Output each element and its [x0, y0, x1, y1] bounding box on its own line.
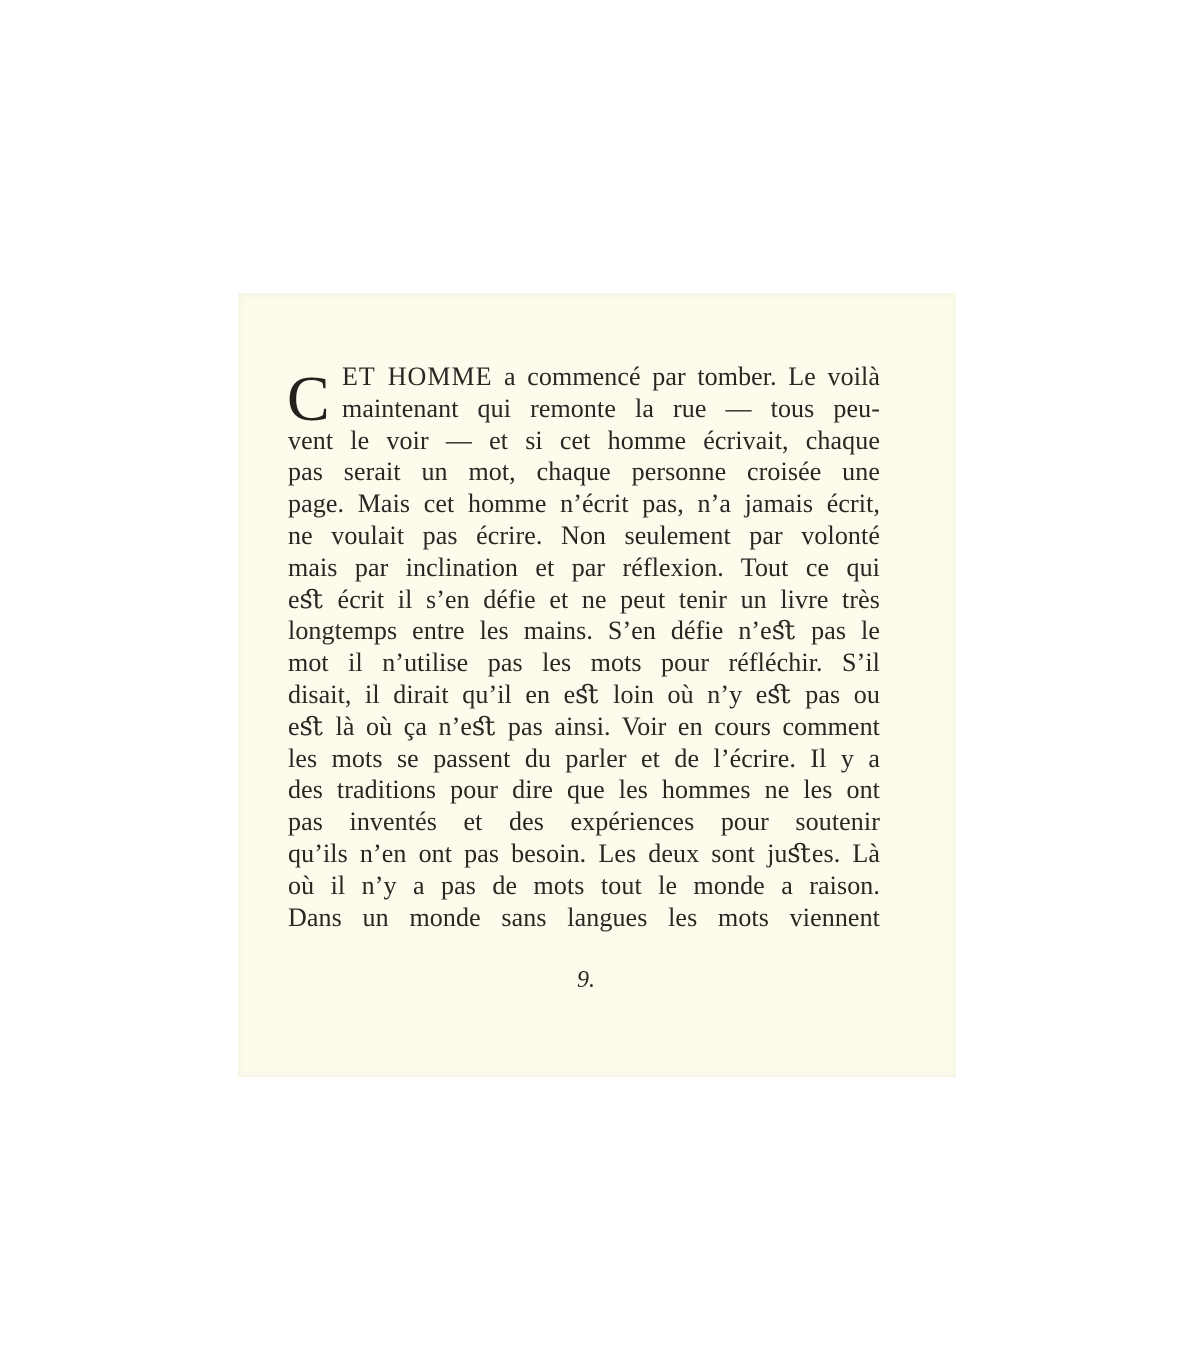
page-number: 9.: [577, 967, 595, 993]
text-line-17: où il n’y a pas de mots tout le monde a raison.: [288, 870, 880, 900]
text-line-8: eﬆ écrit il s’en défie et ne peut tenir un livre très: [288, 584, 880, 614]
text-line-4: pas serait un mot, chaque personne croisée une: [288, 457, 880, 487]
text-line-12: eﬆ là où ça n’eﬆ pas ainsi. Voir en cours comment: [288, 711, 880, 741]
text-line-1: [288, 361, 880, 393]
text-line-10: mot il n’utilise pas les mots pour réfléchir. S’il: [288, 648, 880, 678]
text-line-16: qu’ils n’en ont pas besoin. Les deux sont juﬆes. Là: [288, 838, 880, 868]
first-line-text: a commencé par tomber. Le voilà: [492, 362, 880, 391]
text-line-11: disait, il dirait qu’il en eﬆ loin où n’y eﬆ pas ou: [288, 679, 880, 709]
text-line-15: pas inventés et des expériences pour soutenir: [288, 807, 880, 837]
text-line-9: longtemps entre les mains. S’en défie n’eﬆ pas le: [288, 616, 880, 646]
book-page: [238, 293, 956, 1077]
text-line-18: Dans un monde sans langues les mots viennent: [288, 902, 880, 932]
drop-cap: C: [287, 363, 330, 434]
text-line-5: page. Mais cet homme n’écrit pas, n’a jamais écrit,: [288, 489, 880, 519]
text-line-13: les mots se passent du parler et de l’écrire. Il y a: [288, 743, 880, 773]
text-line-2: maintenant qui remonte la rue — tous peu-: [342, 393, 880, 423]
text-line-14: des traditions pour dire que les hommes ne les ont: [288, 775, 880, 805]
text-line-6: ne voulait pas écrire. Non seulement par volonté: [288, 520, 880, 550]
body-text: [288, 361, 880, 933]
text-line-7: mais par inclination et par réflexion. Tout ce qui: [288, 552, 880, 582]
first-words-small-caps: ET HOMME: [342, 362, 493, 391]
text-line-3: vent le voir — et si cet homme écrivait, chaque: [288, 425, 880, 455]
